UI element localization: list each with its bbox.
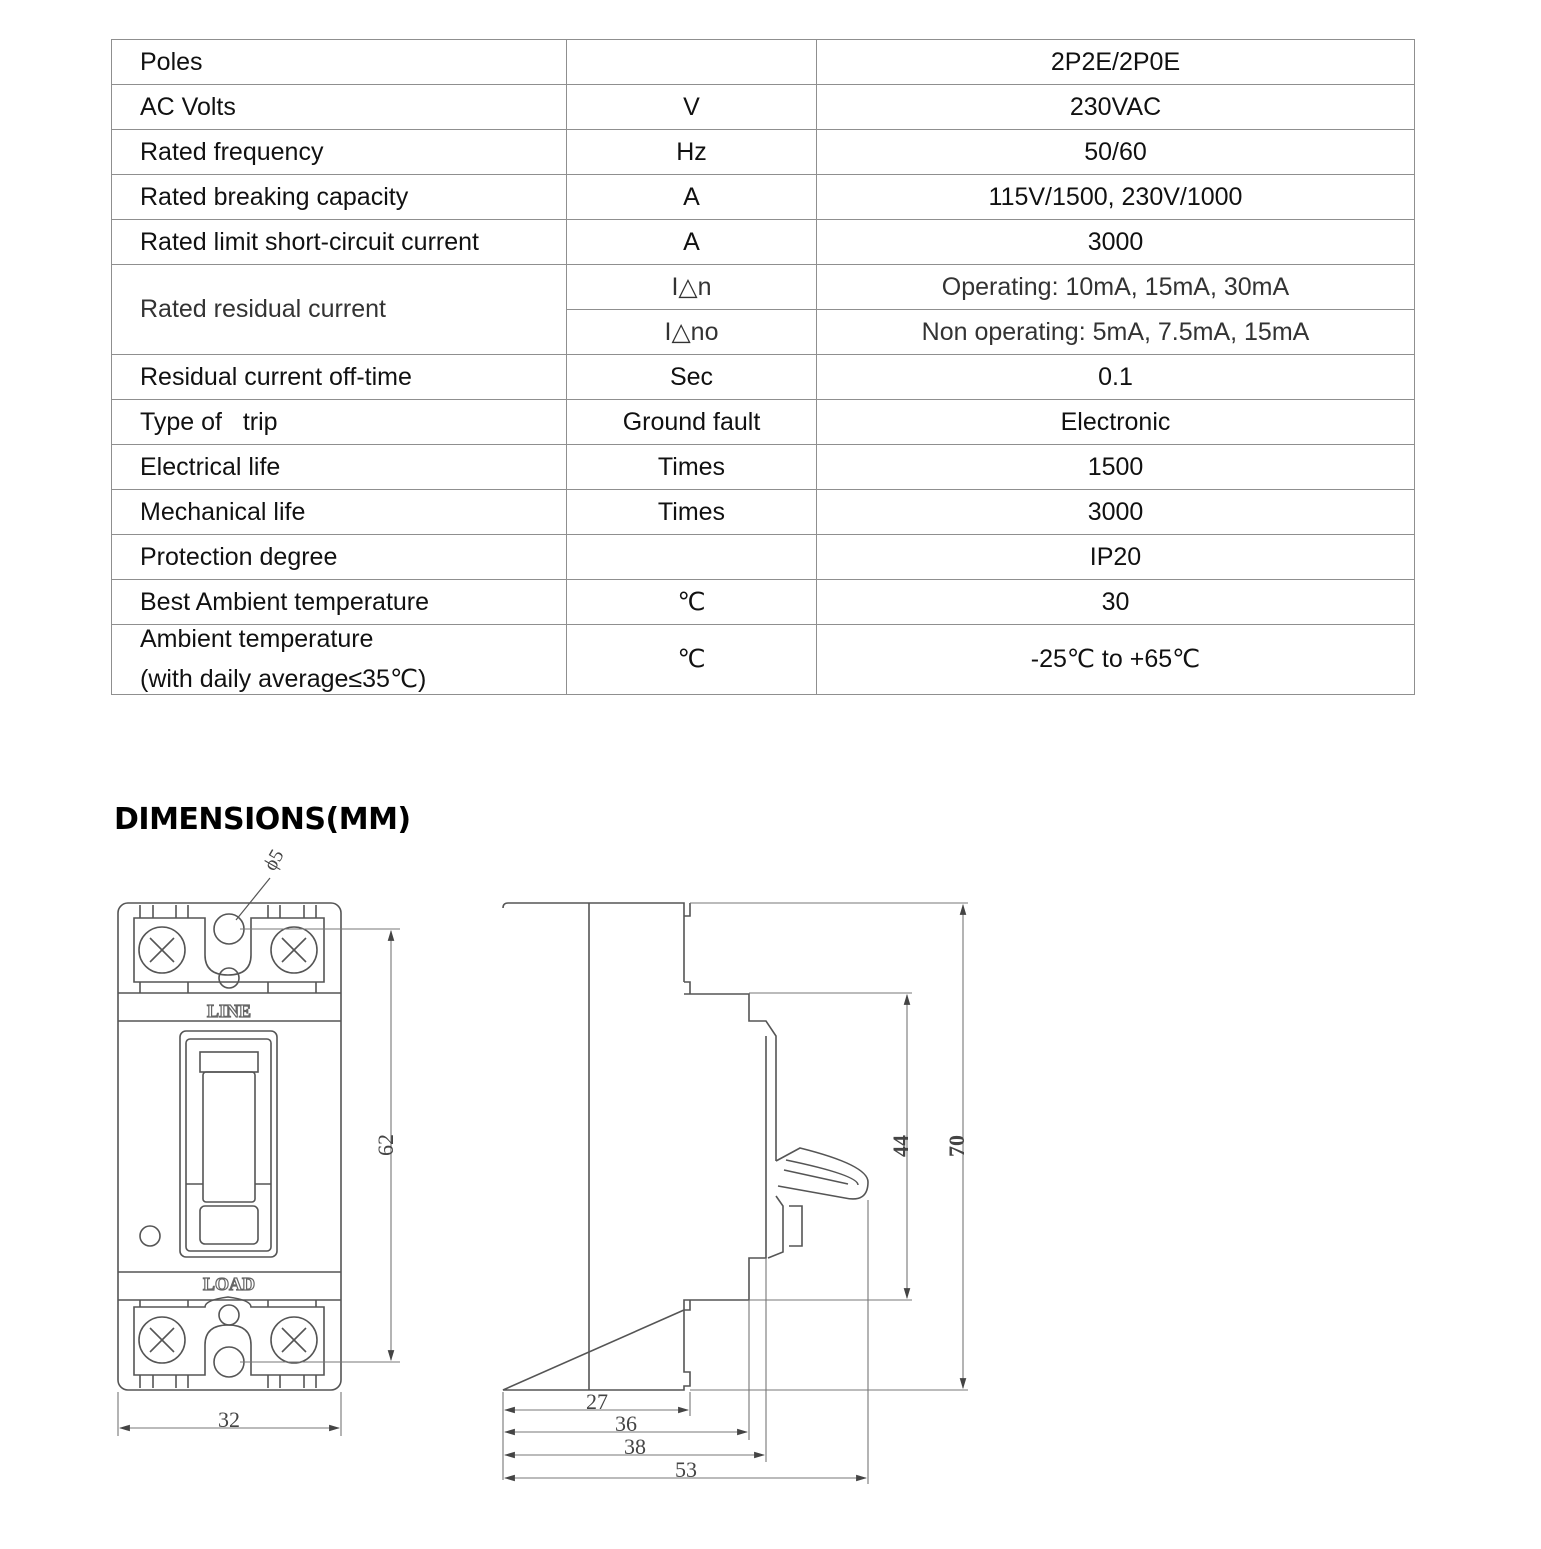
unit-cell: Hz bbox=[567, 130, 817, 175]
param-cell: AC Volts bbox=[112, 85, 567, 130]
value-cell: IP20 bbox=[817, 535, 1415, 580]
hole-diameter-label: ϕ5 bbox=[259, 845, 289, 875]
mounting-hole-bottom bbox=[214, 1347, 244, 1377]
depth-27-label: 27 bbox=[586, 1389, 608, 1414]
value-cell: 230VAC bbox=[817, 85, 1415, 130]
unit-cell: Times bbox=[567, 490, 817, 535]
unit-cell: Ground fault bbox=[567, 400, 817, 445]
unit-cell: Sec bbox=[567, 355, 817, 400]
front-view bbox=[118, 878, 400, 1436]
unit-cell: I△n bbox=[567, 265, 817, 310]
height-70-label: 70 bbox=[944, 1135, 969, 1157]
depth-53-label: 53 bbox=[675, 1457, 697, 1482]
screw-icon bbox=[139, 1317, 185, 1363]
dimensions-heading: DIMENSIONS(MM) bbox=[114, 802, 411, 837]
unit-cell: I△no bbox=[567, 310, 817, 355]
param-line-1: Ambient temperature bbox=[140, 625, 374, 653]
height-44-label: 44 bbox=[888, 1135, 913, 1157]
param-cell: Residual current off-time bbox=[112, 355, 567, 400]
value-cell: Electronic bbox=[817, 400, 1415, 445]
mounting-hole-top bbox=[214, 914, 244, 944]
line-label: LINE bbox=[206, 1001, 252, 1021]
value-cell: 0.1 bbox=[817, 355, 1415, 400]
value-cell: Operating: 10mA, 15mA, 30mA bbox=[817, 265, 1415, 310]
value-cell: 115V/1500, 230V/1000 bbox=[817, 175, 1415, 220]
width-label: 32 bbox=[218, 1407, 240, 1432]
value-cell: Non operating: 5mA, 7.5mA, 15mA bbox=[817, 310, 1415, 355]
depth-38-label: 38 bbox=[624, 1434, 646, 1459]
value-cell: 30 bbox=[817, 580, 1415, 625]
screw-icon bbox=[271, 927, 317, 973]
pitch-label: 62 bbox=[373, 1134, 398, 1156]
value-cell: 50/60 bbox=[817, 130, 1415, 175]
value-cell: 2P2E/2P0E bbox=[817, 40, 1415, 85]
value-cell: 3000 bbox=[817, 220, 1415, 265]
unit-cell: Times bbox=[567, 445, 817, 490]
param-cell: Type of trip bbox=[112, 400, 567, 445]
unit-cell: V bbox=[567, 85, 817, 130]
unit-cell: ℃ bbox=[567, 625, 817, 695]
param-cell: Rated breaking capacity bbox=[112, 175, 567, 220]
value-cell: -25℃ to +65℃ bbox=[817, 625, 1415, 695]
side-view bbox=[503, 903, 968, 1484]
value-cell: 1500 bbox=[817, 445, 1415, 490]
param-cell: Rated residual current bbox=[112, 265, 567, 355]
param-cell: Rated limit short-circuit current bbox=[112, 220, 567, 265]
param-cell: Electrical life bbox=[112, 445, 567, 490]
param-line-2: (with daily average≤35℃) bbox=[140, 664, 427, 693]
unit-cell: ℃ bbox=[567, 580, 817, 625]
load-label: LOAD bbox=[202, 1274, 256, 1294]
depth-36-label: 36 bbox=[615, 1411, 637, 1436]
screw-icon bbox=[139, 927, 185, 973]
param-cell: Poles bbox=[112, 40, 567, 85]
unit-cell: A bbox=[567, 220, 817, 265]
param-cell: Best Ambient temperature bbox=[112, 580, 567, 625]
param-cell: Rated frequency bbox=[112, 130, 567, 175]
value-cell: 3000 bbox=[817, 490, 1415, 535]
param-cell: Protection degree bbox=[112, 535, 567, 580]
screw-icon bbox=[271, 1317, 317, 1363]
param-cell: Mechanical life bbox=[112, 490, 567, 535]
unit-cell: A bbox=[567, 175, 817, 220]
